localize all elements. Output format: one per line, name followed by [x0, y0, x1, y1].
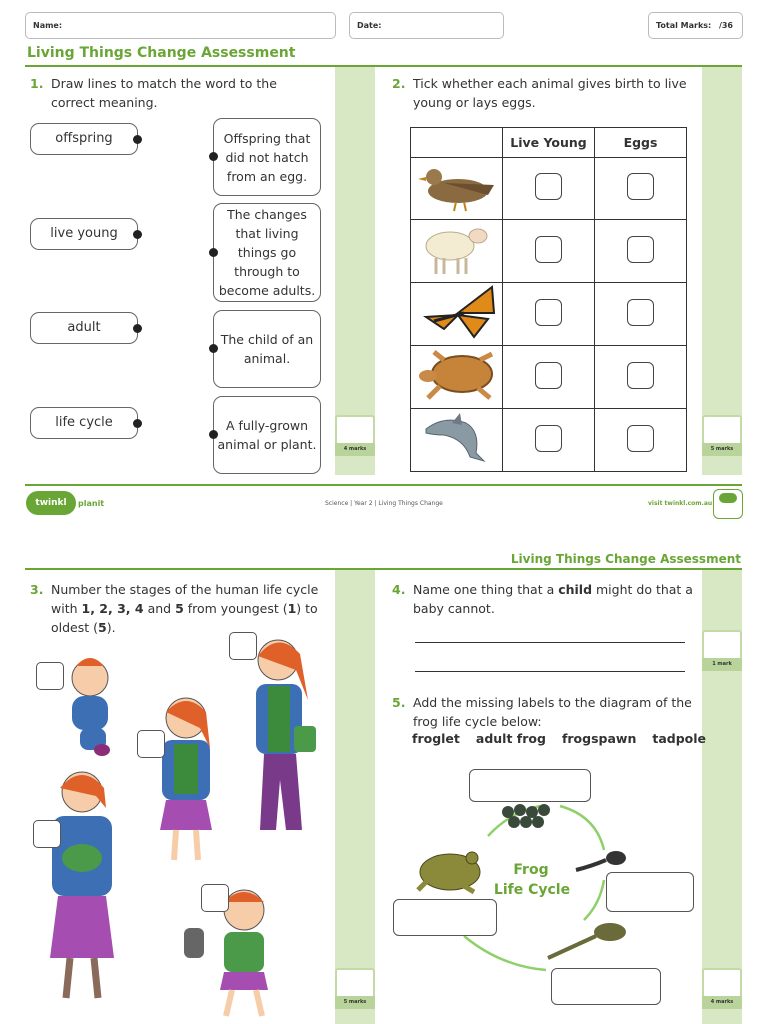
meaning-dot-4[interactable]	[209, 430, 218, 439]
butterfly-live-young-checkbox[interactable]	[535, 299, 562, 326]
header-blank	[411, 128, 503, 158]
date-label: Date:	[357, 21, 382, 30]
name-field[interactable]	[25, 12, 336, 39]
footer-center-text: Science | Year 2 | Living Things Change	[325, 500, 443, 507]
dolphin-image	[411, 409, 503, 472]
word-dot-adult[interactable]	[133, 324, 142, 333]
word-adult: adult	[30, 312, 138, 344]
q3-number: 3.	[30, 582, 44, 597]
teen-illustration	[242, 630, 326, 852]
word-dot-life-cycle[interactable]	[133, 419, 142, 428]
word-dot-live-young[interactable]	[133, 230, 142, 239]
meaning-text: Offspring that did not hatch from an egg.	[223, 130, 311, 184]
word-dot-offspring[interactable]	[133, 135, 142, 144]
q3-nums: 1, 2, 3, 4	[81, 601, 144, 616]
butterfly-image	[411, 283, 503, 346]
sheep-image	[411, 220, 503, 283]
q3-mid2: ) to oldest (	[51, 601, 318, 635]
meaning-changes	[213, 203, 321, 302]
stage-box-teen[interactable]	[229, 632, 257, 660]
stage-box-baby[interactable]	[36, 662, 64, 690]
meaning-dot-1[interactable]	[209, 152, 218, 161]
page2-title: Living Things Change Assessment	[510, 552, 741, 566]
tadpole-icon	[576, 851, 626, 870]
cycle-title-1: Frog	[513, 862, 549, 878]
total-marks-value: /36	[718, 21, 733, 30]
q4-answer-line-2[interactable]	[415, 671, 685, 672]
turtle-eggs-checkbox[interactable]	[627, 362, 654, 389]
word-offspring: offspring	[30, 123, 138, 155]
page2-divider	[25, 568, 742, 570]
q5-text: Add the missing labels to the diagram of the frog life cycle below:	[413, 695, 692, 729]
q5-question	[392, 693, 697, 731]
q3-mark-box[interactable]	[335, 968, 375, 998]
q1-text: Draw lines to match the word to the correct meaning.	[51, 76, 277, 110]
turtle-image	[411, 346, 503, 409]
meaning-dot-2[interactable]	[209, 248, 218, 257]
header-eggs: Eggs	[595, 128, 687, 158]
planit-logo: planit	[78, 499, 105, 508]
footer-divider	[25, 484, 742, 486]
q1-mark-strip	[335, 67, 375, 475]
frog-label-box-top[interactable]	[469, 769, 591, 802]
q1-number: 1.	[30, 76, 44, 91]
q2-question	[392, 74, 697, 112]
q2-marks-label: 5 marks	[702, 443, 742, 456]
child-illustration	[140, 688, 230, 868]
total-marks-label: Total Marks:	[656, 21, 712, 30]
q2-mark-strip	[702, 67, 742, 475]
q5-mark-box[interactable]	[702, 968, 742, 998]
date-field[interactable]	[349, 12, 504, 39]
footer-website-link[interactable]: visit twinkl.com.au	[648, 500, 713, 507]
twinkl-logo	[26, 491, 76, 515]
name-label: Name:	[33, 21, 63, 30]
word-live-young: live young	[30, 218, 138, 250]
turtle-live-young-checkbox[interactable]	[535, 362, 562, 389]
meaning-child	[213, 310, 321, 388]
q2-number: 2.	[392, 76, 406, 91]
page-title: Living Things Change Assessment	[27, 45, 296, 61]
sheep-eggs-checkbox[interactable]	[627, 236, 654, 263]
frog-label-box-left[interactable]	[393, 899, 497, 936]
q3-marks-label: 5 marks	[335, 996, 375, 1009]
header-live-young: Live Young	[503, 128, 595, 158]
q3-and: and	[143, 601, 176, 616]
tick-table	[410, 127, 687, 472]
meaning-text: A fully-grown animal or plant.	[217, 418, 317, 452]
q2-mark-box[interactable]	[702, 415, 742, 445]
stage-box-toddler[interactable]	[201, 884, 229, 912]
q4-pre: Name one thing that a	[413, 582, 559, 597]
q1-marks-label: 4 marks	[335, 443, 375, 456]
meaning-dot-3[interactable]	[209, 344, 218, 353]
frog-label-box-bottom[interactable]	[551, 968, 661, 1005]
dolphin-live-young-checkbox[interactable]	[535, 425, 562, 452]
sheep-live-young-checkbox[interactable]	[535, 236, 562, 263]
q2-text: Tick whether each animal gives birth to live young or lays eggs.	[413, 76, 687, 110]
cycle-arrow-3	[584, 880, 604, 920]
word-bank-tadpole: tadpole	[652, 731, 707, 746]
meaning-offspring-not-hatched	[213, 118, 321, 196]
word-bank-froglet: froglet	[412, 731, 460, 746]
duck-eggs-checkbox[interactable]	[627, 173, 654, 200]
q3-mid: from youngest (	[183, 601, 288, 616]
q1-mark-box[interactable]	[335, 415, 375, 445]
word-life-cycle: life cycle	[30, 407, 138, 439]
q3-question	[30, 580, 330, 637]
toddler-illustration	[180, 878, 284, 1022]
q3-mark-strip	[335, 570, 375, 1024]
stage-box-adult[interactable]	[33, 820, 61, 848]
q4-answer-line-1[interactable]	[415, 642, 685, 643]
dolphin-eggs-checkbox[interactable]	[627, 425, 654, 452]
meaning-text: The child of an animal.	[220, 332, 314, 366]
curriculum-badge-icon	[713, 489, 743, 519]
duck-live-young-checkbox[interactable]	[535, 173, 562, 200]
title-divider	[25, 65, 742, 67]
q4-number: 4.	[392, 582, 406, 597]
meaning-text: The changes that living things go through to become adults.	[218, 207, 316, 298]
cycle-title-2: Life Cycle	[493, 882, 571, 898]
cycle-arrow-2	[560, 806, 604, 850]
twinkl-logo-text: twinkl	[35, 498, 67, 508]
froglet-icon	[548, 923, 626, 958]
adult-illustration	[36, 762, 128, 1018]
q3-five: 5	[175, 601, 184, 616]
word-bank-adult-frog: adult frog	[475, 731, 546, 746]
meaning-fully-grown	[213, 396, 321, 474]
frog-label-box-right[interactable]	[606, 872, 694, 912]
frogspawn-icon	[502, 804, 550, 828]
q3-end: ).	[106, 620, 116, 635]
q3-text-pre: Number the stages of the human life cycle with	[51, 582, 319, 616]
q5-marks-label: 4 marks	[702, 996, 742, 1009]
q4-marks-label: 1 mark	[702, 658, 742, 671]
q4-bold: child	[558, 582, 593, 597]
q4-mark-box[interactable]	[702, 630, 742, 660]
butterfly-eggs-checkbox[interactable]	[627, 299, 654, 326]
q1-question	[30, 74, 320, 112]
duck-image	[411, 158, 503, 220]
stage-box-child[interactable]	[137, 730, 165, 758]
q3-one: 1	[287, 601, 297, 616]
q4-post: might do that a baby cannot.	[413, 582, 693, 616]
q3-five2: 5	[98, 620, 107, 635]
total-marks-field[interactable]	[648, 12, 743, 39]
cycle-arrow-4	[464, 936, 546, 970]
q4-question	[392, 580, 697, 618]
adult-frog-icon	[418, 852, 480, 892]
q5-number: 5.	[392, 695, 406, 710]
q5-word-bank	[412, 731, 706, 746]
word-bank-frogspawn: frogspawn	[561, 731, 637, 746]
